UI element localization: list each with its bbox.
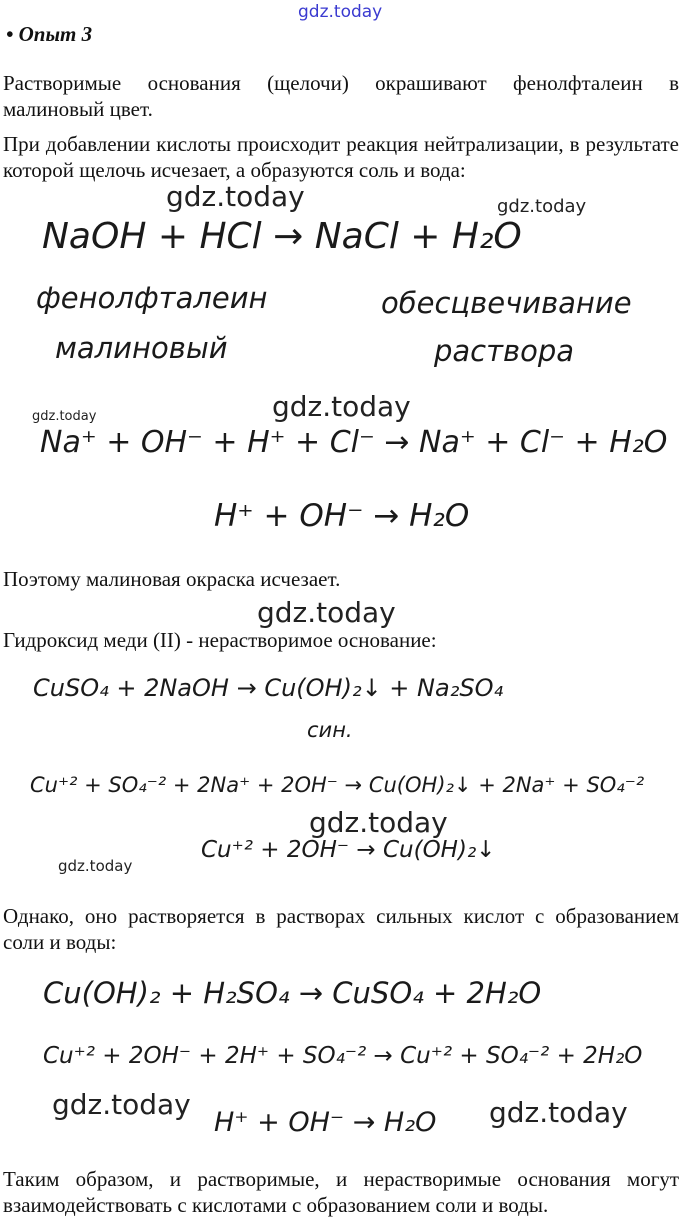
handwritten-equation: Na⁺ + OH⁻ + H⁺ + Cl⁻ → Na⁺ + Cl⁻ + H₂O (40, 425, 668, 460)
handwritten-note: обесцвечивание (381, 286, 632, 320)
handwritten-equation: H⁺ + OH⁻ → H₂O (214, 498, 470, 534)
paragraph: Однако, оно растворяется в растворах сильных кислот с образованием соли и воды: (3, 904, 679, 954)
handwritten-note: раствора (434, 334, 575, 368)
watermark: gdz.today (32, 409, 97, 424)
paragraph: Таким образом, и растворимые, и нерастворимые основания могут взаимодействовать с кислотами с образованием соли и воды. (3, 1167, 679, 1217)
handwritten-equation: Cu⁺² + SO₄⁻² + 2Na⁺ + 2OH⁻ → Cu(OH)₂↓ + 2Na⁺ + SO₄⁻² (30, 773, 645, 797)
watermark: gdz.today (257, 596, 396, 629)
watermark: gdz.today (497, 196, 587, 217)
paragraph: Гидроксид меди (II) - нерастворимое основание: (3, 628, 437, 652)
watermark: gdz.today (52, 1088, 191, 1121)
paragraph: При добавлении кислоты происходит реакция нейтрализации, в результате которой щелочь исчезает, а образуются соль и вода: (3, 132, 679, 182)
handwritten-equation: Cu(OH)₂ + H₂SO₄ → CuSO₄ + 2H₂O (43, 976, 542, 1010)
watermark: gdz.today (309, 806, 448, 839)
watermark: gdz.today (489, 1096, 628, 1129)
handwritten-equation: CuSO₄ + 2NaOH → Cu(OH)₂↓ + Na₂SO₄ (33, 674, 504, 702)
handwritten-equation: Cu⁺² + 2OH⁻ + 2H⁺ + SO₄⁻² → Cu⁺² + SO₄⁻² + 2H₂O (43, 1043, 643, 1069)
handwritten-note: фенолфталеин (36, 281, 268, 315)
handwritten-note: син. (307, 718, 353, 742)
paragraph: Растворимые основания (щелочи) окрашивают фенолфталеин в малиновый цвет. (3, 71, 679, 121)
handwritten-equation: H⁺ + OH⁻ → H₂O (214, 1107, 437, 1138)
handwritten-equation: NaOH + HCl → NaCl + H₂O (42, 216, 522, 257)
handwritten-note: малиновый (55, 331, 228, 365)
watermark: gdz.today (272, 390, 411, 423)
section-heading: • Опыт 3 (6, 22, 93, 46)
handwritten-equation: Cu⁺² + 2OH⁻ → Cu(OH)₂↓ (201, 837, 496, 863)
watermark: gdz.today (298, 2, 383, 22)
watermark: gdz.today (166, 180, 305, 213)
watermark: gdz.today (58, 857, 133, 875)
paragraph: Поэтому малиновая окраска исчезает. (3, 567, 341, 591)
